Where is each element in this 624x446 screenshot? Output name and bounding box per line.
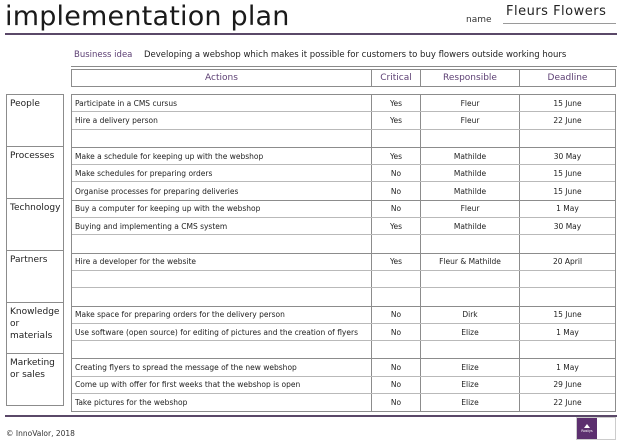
logo-mark	[577, 418, 597, 439]
logo-text: Rostys	[581, 429, 593, 433]
action-cell[interactable]: Hire a developer for the website	[72, 254, 372, 270]
action-cell[interactable]: Hire a delivery person	[72, 112, 372, 128]
deadline-cell[interactable]: 30 May	[553, 151, 582, 161]
deadline-cell[interactable]: 15 June	[553, 98, 582, 108]
table-row	[72, 130, 615, 147]
table-row	[72, 324, 615, 341]
logo-side-panel	[597, 418, 615, 439]
critical-cell[interactable]: No	[372, 307, 421, 323]
name-field[interactable]: Fleurs Flowers	[506, 4, 607, 19]
table-row	[72, 112, 615, 129]
action-cell[interactable]: Organise processes for preparing deliveries	[72, 182, 372, 199]
footer-divider	[5, 415, 617, 417]
responsible-cell[interactable]: Fleur	[421, 95, 520, 111]
deadline-cell[interactable]: 15 June	[553, 168, 582, 178]
business-idea-label: Business idea	[74, 50, 133, 60]
deadline-cell[interactable]: 22 June	[553, 115, 582, 125]
deadline-cell[interactable]: 20 April	[552, 257, 583, 267]
category-label: People	[6, 94, 64, 147]
critical-cell[interactable]	[372, 130, 421, 147]
action-cell[interactable]: Come up with offer for first weeks that the webshop is open	[72, 377, 372, 393]
table-row	[72, 288, 615, 305]
deadline-cell[interactable]	[520, 130, 615, 147]
table-row	[72, 201, 615, 218]
table-row	[72, 148, 615, 165]
table-row	[72, 271, 615, 288]
category-label: Technology	[6, 198, 64, 251]
column-header-critical: Critical	[372, 70, 421, 86]
deadline-cell[interactable]: 1 May	[556, 363, 579, 373]
deadline-cell[interactable]: 30 May	[553, 221, 582, 231]
category-label: Partners	[6, 250, 64, 303]
category-label: Marketing or sales	[6, 353, 64, 406]
action-cell[interactable]: Make schedules for preparing orders	[72, 165, 372, 181]
table-row	[72, 254, 615, 271]
critical-cell[interactable]: Yes	[372, 254, 421, 270]
business-idea-divider	[71, 66, 617, 67]
action-table	[71, 95, 616, 412]
table-row	[72, 307, 615, 324]
table-row	[72, 341, 615, 358]
responsible-cell[interactable]: Elize	[421, 394, 520, 411]
table-row	[72, 165, 615, 182]
deadline-cell[interactable]: 22 June	[553, 398, 582, 408]
name-underline	[503, 23, 616, 24]
deadline-cell[interactable]	[520, 288, 615, 305]
critical-cell[interactable]: No	[372, 182, 421, 199]
table-row	[72, 359, 615, 376]
action-cell[interactable]: Participate in a CMS cursus	[72, 95, 372, 111]
critical-cell[interactable]	[372, 341, 421, 358]
title-divider	[5, 33, 617, 35]
column-header-deadline: Deadline	[547, 73, 588, 83]
business-idea-text[interactable]: Developing a webshop which makes it possible for customers to buy flowers outside working hours	[144, 50, 567, 60]
responsible-cell[interactable]: Mathilde	[421, 165, 520, 181]
critical-cell[interactable]: Yes	[372, 112, 421, 128]
critical-cell[interactable]: No	[372, 394, 421, 411]
action-cell[interactable]	[72, 288, 372, 305]
critical-cell[interactable]: No	[372, 201, 421, 217]
table-row	[72, 394, 615, 411]
responsible-cell[interactable]: Elize	[421, 377, 520, 393]
responsible-cell[interactable]: Dirk	[421, 307, 520, 323]
table-group	[71, 358, 616, 412]
action-cell[interactable]	[72, 235, 372, 252]
table-group	[71, 147, 616, 201]
critical-cell[interactable]: Yes	[372, 95, 421, 111]
column-header-actions: Actions	[72, 70, 372, 86]
action-cell[interactable]	[72, 271, 372, 287]
deadline-cell[interactable]	[520, 235, 615, 252]
critical-cell[interactable]: Yes	[372, 218, 421, 234]
table-group	[71, 253, 616, 307]
responsible-cell[interactable]: Elize	[421, 359, 520, 375]
responsible-cell[interactable]	[421, 235, 520, 252]
table-row	[72, 377, 615, 394]
deadline-cell[interactable]: 1 May	[556, 204, 579, 214]
critical-cell[interactable]	[372, 271, 421, 287]
table-group	[71, 94, 616, 148]
category-label: Knowledge or materials	[6, 302, 64, 355]
responsible-cell[interactable]: Mathilde	[421, 218, 520, 234]
critical-cell[interactable]: No	[372, 324, 421, 340]
action-cell[interactable]: Take pictures for the webshop	[72, 394, 372, 411]
deadline-cell[interactable]	[520, 341, 615, 358]
category-label: Processes	[6, 146, 64, 199]
table-group	[71, 306, 616, 360]
responsible-cell[interactable]: Mathilde	[421, 148, 520, 164]
category-column	[6, 95, 64, 406]
table-group	[71, 200, 616, 254]
action-cell[interactable]: Buying and implementing a CMS system	[72, 218, 372, 234]
critical-cell[interactable]: No	[372, 359, 421, 375]
table-row	[72, 235, 615, 252]
deadline-cell[interactable]: 15 June	[553, 310, 582, 320]
table-header	[71, 69, 616, 87]
name-label: name	[466, 15, 492, 25]
deadline-cell[interactable]: 15 June	[553, 186, 582, 196]
critical-cell[interactable]: Yes	[372, 148, 421, 164]
action-cell[interactable]: Make space for preparing orders for the delivery person	[72, 307, 372, 323]
action-cell[interactable]: Use software (open source) for editing of pictures and the creation of flyers	[72, 324, 372, 340]
deadline-cell[interactable]: 29 June	[553, 380, 582, 390]
responsible-cell[interactable]: Fleur & Mathilde	[421, 254, 520, 270]
critical-cell[interactable]	[372, 288, 421, 305]
critical-cell[interactable]: No	[372, 165, 421, 181]
action-cell[interactable]	[72, 130, 372, 147]
page-title: implementation plan	[5, 1, 290, 32]
deadline-cell[interactable]	[520, 271, 615, 287]
table-row	[72, 218, 615, 235]
responsible-cell[interactable]: Fleur	[421, 112, 520, 128]
table-row	[72, 182, 615, 199]
critical-cell[interactable]: No	[372, 377, 421, 393]
responsible-cell[interactable]: Mathilde	[421, 182, 520, 199]
action-cell[interactable]	[72, 341, 372, 358]
copyright: © InnoValor, 2018	[6, 429, 75, 438]
company-logo	[576, 417, 616, 440]
deadline-cell[interactable]: 1 May	[556, 327, 579, 337]
logo-triangle-icon	[584, 424, 590, 428]
responsible-cell[interactable]	[421, 288, 520, 305]
responsible-cell[interactable]	[421, 341, 520, 358]
responsible-cell[interactable]	[421, 271, 520, 287]
responsible-cell[interactable]	[421, 130, 520, 147]
column-header-responsible: Responsible	[421, 70, 520, 86]
responsible-cell[interactable]: Fleur	[421, 201, 520, 217]
action-cell[interactable]: Creating flyers to spread the message of the new webshop	[72, 359, 372, 375]
responsible-cell[interactable]: Elize	[421, 324, 520, 340]
table-row	[72, 95, 615, 112]
critical-cell[interactable]	[372, 235, 421, 252]
action-cell[interactable]: Buy a computer for keeping up with the webshop	[72, 201, 372, 217]
action-cell[interactable]: Make a schedule for keeping up with the webshop	[72, 148, 372, 164]
